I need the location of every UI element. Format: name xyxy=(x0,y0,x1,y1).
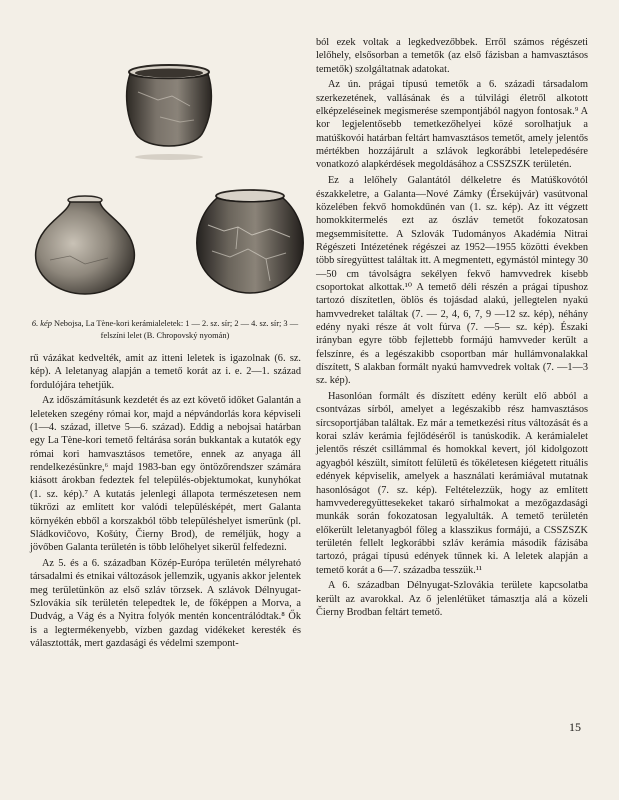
paragraph: Az ún. prágai típusú temetők a 6. századi társadalom szerkezetének, vallásának és a túlvilági életről alkotott elképzeléseinek megismerése szempontjából nagyon fontosak.⁹ A kor legjelentősebb temetkezőhelyei közé sorolhatjuk a matúškovói határban feltárt hamvasztásos temetőt, amely jelentős mértékben hozzájárult a szlávok legkorábbi letelepedésére vonatkozó alapkérdések megoldásához a CSSZSZK területén. xyxy=(316,79,588,171)
vessel-3-pot xyxy=(190,185,308,302)
paragraph: Ez a lelőhely Galantától délkeletre és Matúškovótól északkeletre, a Galanta—Nové Zámky (Érsekújvár) vasútvonal közelében fekvő homokdűnén van (1. sz. kép). Az itt végzett homokkitermelés ezt az ószláv temetőt fokozatosan megsemmisítette. A Szlovák Tudományos Akadémia Nitrai Régészeti Intézetének régészei az 1952—1955 közötti években több síregyüttest találtak itt. A megmentett, egymástól mintegy 30—50 cm távolságra sekélyen fekvő hamvvedrek kisebb csoportokat alkottak.¹⁰ A temető déli részén a prágai típushoz tartozó díszítetlen, öblös és tojásdad alakú, jellegtelen nyakú hamvvedreket találtak (7. — 2, 4, 6, 7, 9 —12 sz. kép), néhány edény nyaki része át volt fúrva (7. —5— sz. kép). Északi irányban egyre több fejlettebb formájú hamvveder került a felszínre, és a legészakibb csoportban már hullámvonalakkal díszített, S alakban formált nyakú hamvvedrek voltak (7. —1—3 sz. kép). xyxy=(316,175,588,387)
paragraph: Az 5. és a 6. században Közép-Európa területén mélyreható társadalmi és etnikai változások jellemzik, ugyanis akkor jelentek meg területünkön az első szláv törzsek. A szlávok Délnyugat-Szlovákia sík területén telepedtek le, de főképpen a Morva, a Dudvág, a Vág és a Nyitra folyók mentén koncentrálódtak.⁸ Ők is a legtermékenyebb, vízben gazdag vidékeket keresték és választották, mert gazdasági és védelmi szempont- xyxy=(30,557,301,649)
paragraph: A 6. században Délnyugat-Szlovákia területe kapcsolatba került az avarokkal. Az ő jelenlétüket támasztja alá a közeli Čierny Brodban feltárt temető. xyxy=(316,580,588,618)
figure-label: 6. kép xyxy=(31,319,52,328)
paragraph: Hasonlóan formált és díszített edény került elő abból a csontvázas sírból, amelyet a legészakibb rész hamvasztásos sírcsoportjában találtak. Ez már a temetkezési rítus változását és a korai szláv kerámia fejlődéséről is tanúskodik. A kerámialelet jelentős részét csillámmal és homokkal kevert, jól kidolgozott agyagból készült, simított felületű és tökéletesen kiégetett rituális edények képviselik, amelyek a használati kerámiával mutatnak hasonlóságot (7. sz. kép). Feltételezzük, hogy az említett hamvvederegyüttesekeket takaró sírhalmokat a mezőgazdasági munkák során fokozatosan legyalulták. A temető területén előkerült leletanyagból főleg a klasszikus formájú, a CSSZSZK területén fellelt legkorábbi szláv kerámia második fázisába tartozó, prágai típusú edények tűnnek ki. A leletek alapján a temető korát a 6—7. századba tesszük.¹¹ xyxy=(316,391,588,576)
page-number: 15 xyxy=(569,720,581,734)
figure-caption-text: Nebojsa, La Tène-kori kerámialeletek: 1 — 2. sz. sír; 2 — 4. sz. sír; 3 — felszíni lelet (B. Chropovský nyomán) xyxy=(54,319,299,340)
paragraph: ból ezek voltak a legkedvezőbbek. Erről számos régészeti lelőhely, elsősorban a temetők (az első fázisban a hamvasztásos temetők) szolgáltatnak adatokat. xyxy=(316,37,588,75)
figure-6 xyxy=(28,40,308,302)
vessel-1-bowl xyxy=(120,62,218,162)
right-column xyxy=(316,36,588,622)
left-column xyxy=(30,352,301,653)
vessel-2-pot xyxy=(30,190,140,302)
paragraph: Az időszámításunk kezdetét és az ezt követő időket Galantán a leleteken szegény római kor, majd a népvándorlás kora képviseli (1—4. század, illetve 5—6. század). Eddig a nebojsai határban egy La Tène-kori temető feltárása során bukkantak a kutatók egy római kori hamvasztásos temetőre, ennek az anyaga áll rendelkezésünkre,⁶ majd 1983-ban egy öntözőrendszer számára kiásott árokban fedeztek fel település-objektumokat, kunyhókat (1. sz. kép).⁷ A kutatás jelenlegi állapota természetesen nem tükrözi az említett kor valódi településképét, mert Galanta környékén ebből a korszakból több településhelyet ismerünk (pl. Sládkovičovo, Košúty, Čierny Brod), de reméljük, hogy a jövőben Galanta területén is több lelőhelyet sikerül felfedezni. xyxy=(30,395,301,554)
paragraph: rű vázákat kedvelték, amit az itteni leletek is igazolnak (6. sz. kép). A leletanyag alapján a temető korát az i. e. 2—1. század fordulójára tehetjük. xyxy=(30,353,301,391)
figure-caption xyxy=(30,318,300,341)
